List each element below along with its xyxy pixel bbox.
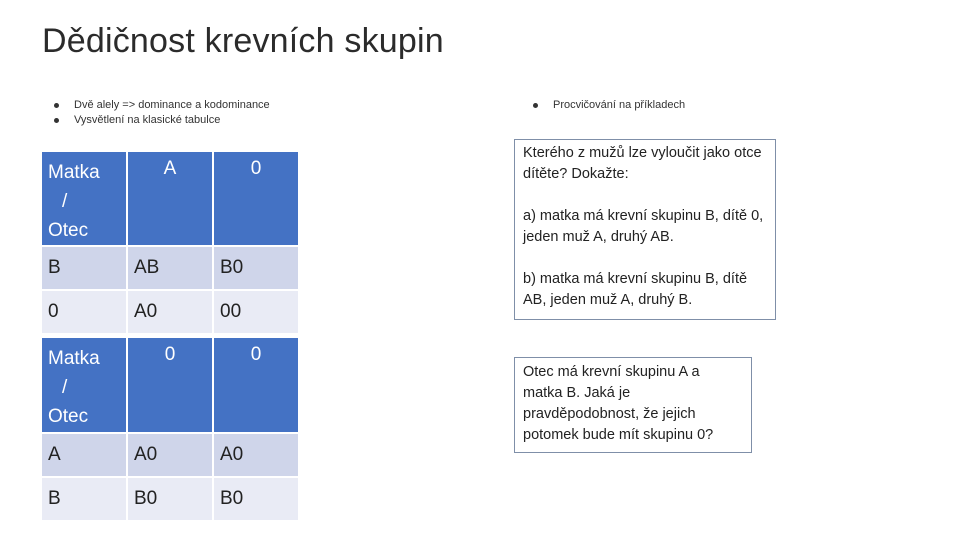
table-row [42,245,298,289]
corner-mother-label: Matka [48,348,100,369]
right-bullet-list [526,98,685,113]
corner-father-label: Otec [48,220,89,241]
bullet-item: Vysvětlení na klasické tabulce [47,113,270,128]
exercise-box-1 [514,139,776,320]
bullet-item: Procvičování na příkladech [526,98,685,113]
exercise-question: Kterého z mužů lze vyloučit jako otce dítěte? Dokažte: [523,145,762,182]
column-header: 0 [214,338,298,432]
row-header: 0 [42,289,128,333]
exercise-part-b: b) matka má krevní skupinu B, dítě AB, jeden muž A, druhý B. [523,271,748,308]
table-cell: 00 [214,289,298,333]
punnett-table-2 [42,338,298,520]
slide-title: Dědičnost krevních skupin [42,22,444,60]
corner-father-label: Otec [48,406,89,427]
left-bullet-list [47,98,270,128]
table-corner-header [42,338,128,432]
exercise-part-a: a) matka má krevní skupinu B, dítě 0, jeden muž A, druhý AB. [523,208,764,245]
row-header: B [42,476,128,520]
corner-mother-label: Matka [48,162,100,183]
table-cell: AB [128,245,214,289]
row-header: A [42,432,128,476]
table-row [42,432,298,476]
row-header: B [42,245,128,289]
table-corner-header [42,152,128,245]
table-cell: B0 [214,245,298,289]
corner-slash: / [62,377,68,398]
table-cell: A0 [214,432,298,476]
punnett-table-1 [42,152,298,333]
table-row [42,476,298,520]
exercise-box-2 [514,357,752,453]
table-cell: B0 [128,476,214,520]
column-header: 0 [128,338,214,432]
column-header: 0 [214,152,298,245]
column-header: A [128,152,214,245]
table-cell: A0 [128,432,214,476]
table-cell: A0 [128,289,214,333]
corner-slash: / [62,191,68,212]
exercise-text: Otec má krevní skupinu A a matka B. Jaká je pravděpodobnost, že jejich potomek bude mít skupinu 0? [523,364,714,443]
table-cell: B0 [214,476,298,520]
bullet-item: Dvě alely => dominance a kodominance [47,98,270,113]
table-row [42,289,298,333]
